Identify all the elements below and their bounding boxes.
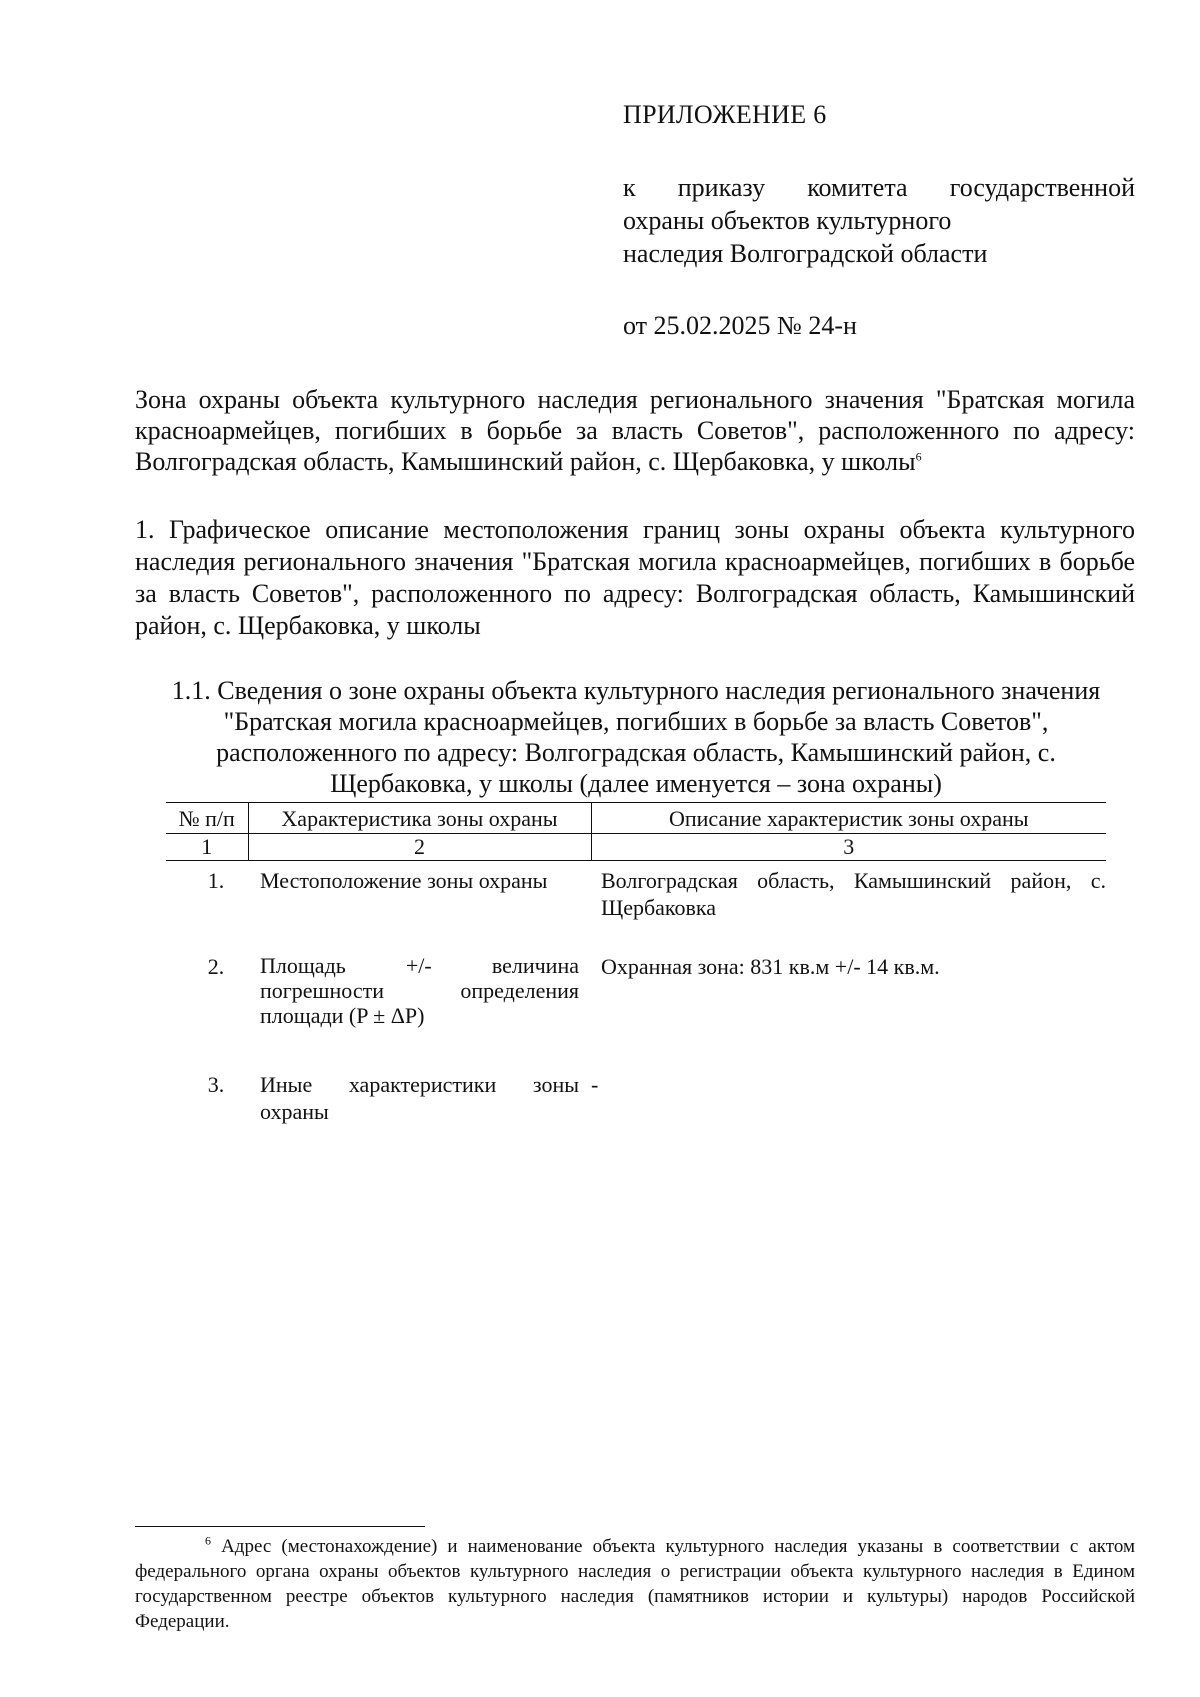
row-num: 3. — [207, 1072, 225, 1097]
heading-text: Зона охраны объекта культурного наследия регионального значения "Братская могила красноармейцев, погибших в борьбе за власть Советов", расположенного по адресу: Волгоградская область, Камышинский район, с. Щербаковка, у школы — [135, 385, 1135, 476]
heading-footnote-mark: 6 — [915, 449, 922, 464]
footnote-divider — [135, 1526, 425, 1527]
zone-info-table — [166, 802, 1106, 1131]
column-number-2: 2 — [248, 834, 591, 861]
column-number-1: 1 — [166, 834, 248, 861]
row-description: - — [591, 1072, 599, 1097]
row-description: Волгоградская область, Камышинский район, с. Щербаковка — [601, 868, 1106, 920]
appendix-date: от 25.02.2025 № 24-н — [623, 311, 857, 340]
appendix-line-2: охраны объектов культурного — [623, 206, 952, 235]
table-row — [166, 1065, 1106, 1131]
table-column-numbers-row — [166, 834, 1106, 861]
row-characteristic: Площадь +/- величина погрешности определения площади (P ± ΔP) — [260, 953, 579, 1028]
appendix-block — [623, 98, 1135, 342]
table-row — [166, 947, 1106, 1065]
footnote-mark: 6 — [205, 1533, 211, 1548]
appendix-line-3: наследия Волгоградской области — [623, 239, 988, 268]
row-characteristic: Иные характеристики зоны охраны — [260, 1072, 579, 1124]
section-1-1-heading: 1.1. Сведения о зоне охраны объекта культурного наследия регионального значения "Братская могила красноармейцев, погибших в борьбе за власть Советов", расположенного по адресу: Волгоградская область, Камышинский район, с. Щербаковка, у школы (далее именуется – зона охраны) — [171, 676, 1101, 798]
row-characteristic: Местоположение зоны охраны — [260, 868, 548, 893]
zone-info-table-wrapper — [166, 802, 1106, 1131]
header-characteristic: Характеристика зоны охраны — [248, 803, 591, 834]
table-header-row — [166, 803, 1106, 834]
appendix-title: ПРИЛОЖЕНИЕ 6 — [623, 100, 827, 129]
document-heading — [135, 384, 1135, 477]
row-description: Охранная зона: 831 кв.м +/- 14 кв.м. — [601, 954, 940, 979]
row-num: 2. — [207, 954, 225, 979]
footnote-text: Адрес (местонахождение) и наименование объекта культурного наследия указаны в соответствии с актом федерального органа охраны объектов культурного наследия о регистрации объекта культурного наследия в Едином государственном реестре объектов культурного наследия (памятников истории и культуры) народов Российской Федерации. — [135, 1536, 1135, 1632]
footnote — [135, 1534, 1135, 1634]
row-num: 1. — [207, 868, 225, 893]
header-description: Описание характеристик зоны охраны — [591, 803, 1106, 834]
section-1-heading: 1. Графическое описание местоположения границ зоны охраны объекта культурного наследия регионального значения "Братская могила красноармейцев, погибших в борьбе за власть Советов", расположенного по адресу: Волгоградская область, Камышинский район, с. Щербаковка, у школы — [135, 515, 1135, 640]
appendix-line-1: к приказу комитета государственной — [623, 173, 1135, 202]
table-row — [166, 861, 1106, 948]
column-number-3: 3 — [591, 834, 1106, 861]
header-num: № п/п — [166, 803, 248, 834]
